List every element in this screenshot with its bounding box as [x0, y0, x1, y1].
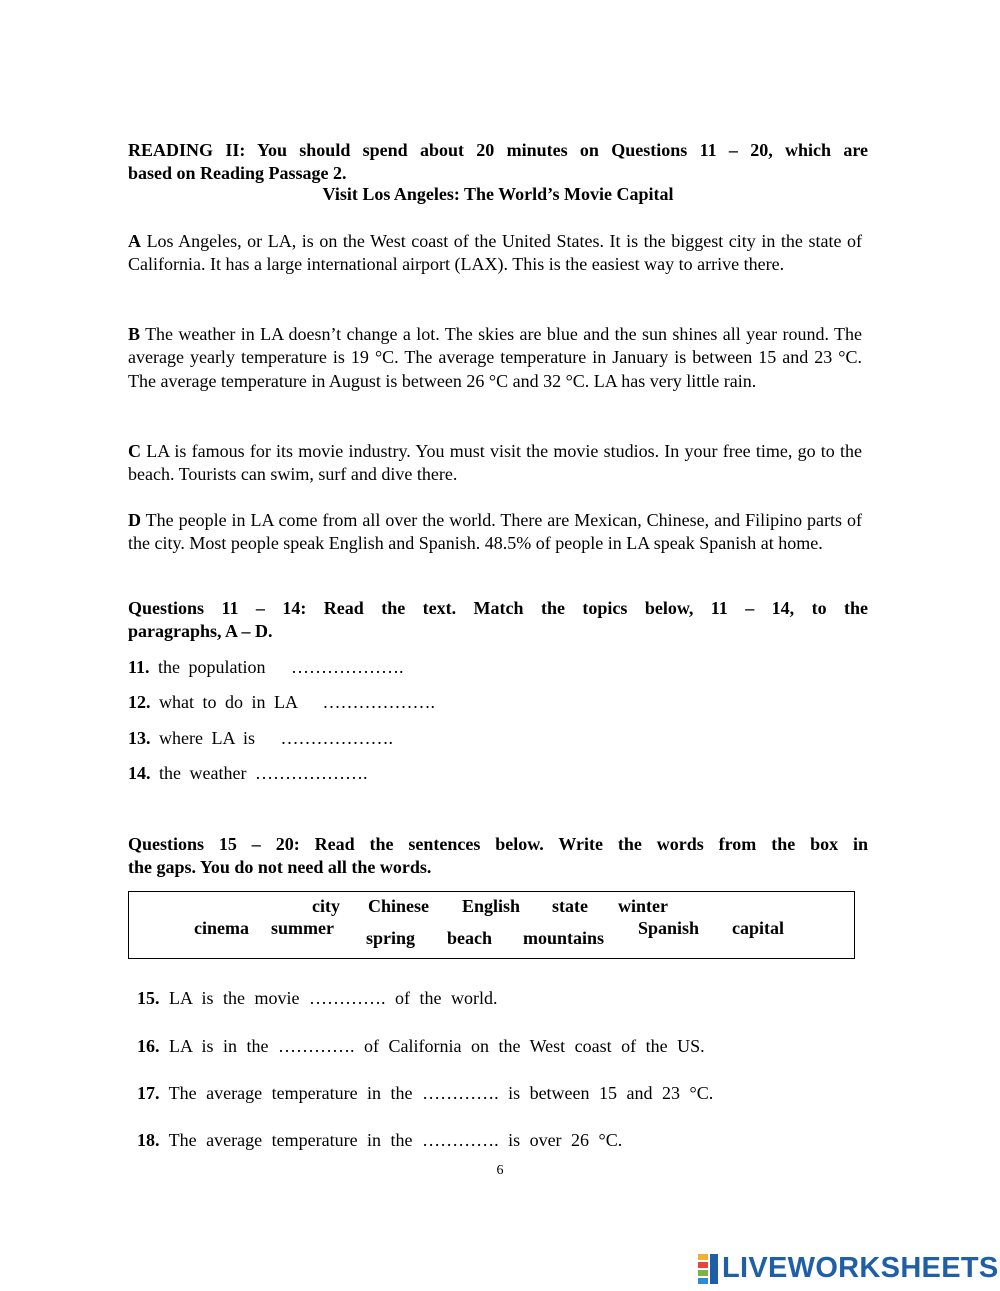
sentence-text: The average temperature in the [159, 1083, 423, 1103]
word-chinese: Chinese [368, 896, 430, 916]
word-mountains: mountains [523, 928, 605, 948]
paragraph-text: The weather in LA doesn’t change a lot. The skies are blue and the sun shines all year round. The average yearly temperature is 19 °C. The average temperature in January is between 15 and 23 °C. The average temperature in August is between 26 °C and 32 °C. LA has very little rain. [128, 324, 862, 391]
logo-block-i [698, 1262, 708, 1268]
word-english: English [462, 896, 521, 916]
sentence-text: . is over 26 °C. [494, 1130, 623, 1150]
sentence-17 [137, 1082, 713, 1104]
sentence-16 [137, 1035, 705, 1057]
logo-stripe [710, 1254, 718, 1284]
word-box [128, 891, 855, 959]
matching-item-13 [128, 727, 393, 749]
item-number: 18. [137, 1130, 160, 1150]
word-state: state [552, 896, 588, 916]
item-spacer [266, 657, 292, 677]
paragraph-letter: D [128, 510, 141, 530]
sentence-text: LA is in the [159, 1036, 278, 1056]
answer-blank[interactable]: ………… [422, 1130, 495, 1150]
paragraph-text: The people in LA come from all over the world. There are Mexican, Chinese, and Filipino parts of the city. Most people speak English and Spanish. 48.5% of people in LA speak Spanish at home. [128, 510, 862, 554]
paragraph-letter: C [128, 441, 141, 461]
logo-block-e [698, 1278, 708, 1284]
item-number: 16. [137, 1036, 160, 1056]
item-text: what to do in LA [159, 692, 297, 712]
page-number: 6 [496, 1163, 504, 1178]
answer-blank[interactable]: ………………. [254, 763, 368, 783]
matching-instruction [128, 597, 868, 643]
paragraph-a [128, 230, 862, 277]
item-number: 14. [128, 763, 151, 783]
gapfill-instruction-line1: Questions 15 – 20: Read the sentences below. Write the words from the box in [128, 834, 868, 854]
matching-instruction-line1: Questions 11 – 14: Read the text. Match the topics below, 11 – 14, to the [128, 598, 868, 618]
answer-blank[interactable]: ………………. [291, 657, 404, 677]
matching-item-14 [128, 762, 367, 784]
word-spring: spring [366, 928, 416, 948]
matching-instruction-line2: paragraphs, A – D. [128, 621, 273, 641]
paragraph-d [128, 509, 862, 556]
matching-item-12 [128, 691, 435, 713]
paragraph-text: LA is famous for its movie industry. You must visit the movie studios. In your free time, go to the beach. Tourists can swim, surf and dive there. [128, 441, 862, 485]
logo-block-v [698, 1270, 708, 1276]
word-city: city [312, 896, 340, 916]
answer-blank[interactable]: ………… [422, 1083, 495, 1103]
word-winter: winter [618, 896, 668, 916]
passage-title: Visit Los Angeles: The World’s Movie Capital [322, 184, 674, 204]
item-number: 13. [128, 728, 151, 748]
sentence-text: . of the world. [381, 988, 498, 1008]
logo-block-l [698, 1254, 708, 1260]
sentence-18 [137, 1129, 622, 1151]
item-spacer [255, 728, 281, 748]
answer-blank[interactable]: ………………. [280, 728, 393, 748]
sentence-text: . is between 15 and 23 °C. [494, 1083, 714, 1103]
item-text: the weather [159, 763, 247, 783]
gapfill-instruction-line2: the gaps. You do not need all the words. [128, 857, 432, 877]
watermark-text: LIVEWORKSHEETS [722, 1252, 999, 1284]
answer-blank[interactable]: ………………. [322, 692, 435, 712]
answer-blank[interactable]: ………… [278, 1036, 350, 1056]
paragraph-letter: A [128, 231, 141, 251]
item-number: 11. [128, 657, 150, 677]
gapfill-instruction [128, 833, 868, 879]
sentence-text: The average temperature in the [159, 1130, 423, 1150]
word-capital: capital [732, 918, 784, 938]
word-summer: summer [271, 918, 334, 938]
item-spacer [297, 692, 323, 712]
item-number: 17. [137, 1083, 160, 1103]
paragraph-c [128, 440, 862, 487]
paragraph-letter: B [128, 324, 141, 344]
matching-item-11 [128, 656, 404, 678]
item-text: the population [158, 657, 266, 677]
word-spanish: Spanish [638, 918, 700, 938]
item-number: 12. [128, 692, 151, 712]
sentence-text: . of California on the West coast of the US. [350, 1036, 705, 1056]
sentence-15 [137, 987, 497, 1009]
item-text: where LA is [159, 728, 255, 748]
item-number: 15. [137, 988, 160, 1008]
answer-blank[interactable]: ………… [309, 988, 381, 1008]
word-cinema: cinema [194, 918, 249, 938]
word-beach: beach [447, 928, 492, 948]
item-spacer [246, 763, 255, 783]
sentence-text: LA is the movie [159, 988, 309, 1008]
paragraph-b [128, 323, 862, 393]
heading-line2: based on Reading Passage 2. [128, 163, 347, 183]
liveworksheets-logo-icon [698, 1254, 720, 1284]
section-heading [128, 139, 868, 185]
paragraph-text: Los Angeles, or LA, is on the West coast of the United States. It is the biggest city in the state of California. It has a large international airport (LAX). This is the easiest way to arrive there. [128, 231, 862, 275]
heading-line1: READING II: You should spend about 20 minutes on Questions 11 – 20, which are [128, 140, 868, 160]
